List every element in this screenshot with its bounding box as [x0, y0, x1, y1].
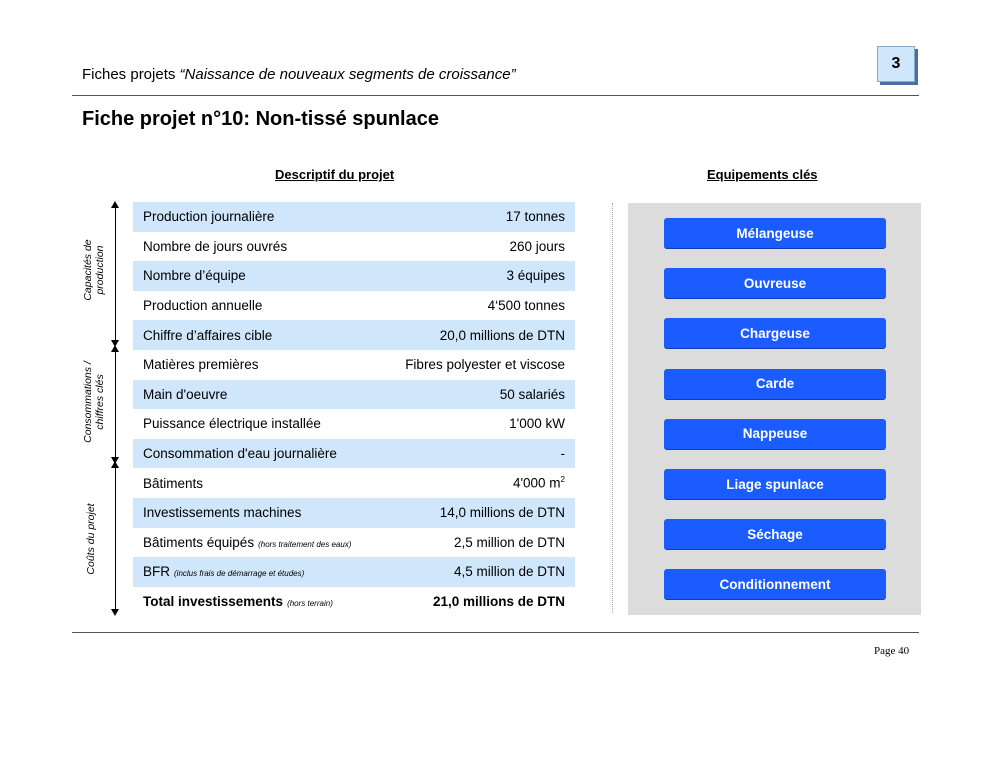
row-label-text: Bâtiments [143, 475, 204, 491]
row-label-text: BFR [143, 564, 170, 580]
row-label [143, 446, 337, 461]
row-value-text: 4‘500 tonnes [487, 298, 565, 314]
table-row [133, 409, 575, 439]
table-row [133, 468, 575, 498]
row-label [143, 357, 259, 372]
table-row [133, 261, 575, 291]
row-label-text: Production annuelle [143, 298, 263, 314]
equipement-item: Ouvreuse [664, 268, 886, 298]
row-label [143, 298, 262, 313]
row-label-text: Consommation d'eau journalière [143, 446, 337, 462]
equipement-item: Carde [664, 369, 886, 399]
table-row [133, 291, 575, 321]
row-note: (inclus frais de démarrage et études) [174, 569, 305, 579]
row-value [513, 475, 565, 491]
row-value-text: 14,0 millions de DTN [439, 505, 565, 521]
row-label-text: Matières premières [143, 357, 259, 373]
row-value [506, 268, 565, 283]
header-prefix: Fiches projets [82, 66, 180, 83]
descriptif-heading: Descriptif du projet [275, 167, 395, 182]
row-note: (hors terrain) [287, 599, 333, 609]
row-value [509, 416, 565, 431]
row-value [500, 387, 565, 402]
row-value [488, 298, 565, 313]
row-value-text: Fibres polyester et viscose [405, 357, 565, 373]
group-bracket-line [115, 207, 116, 341]
row-value [561, 446, 566, 461]
equipement-item: Séchage [664, 519, 886, 549]
row-value [509, 239, 565, 254]
table-row [133, 350, 575, 380]
row-value-text: 3 équipes [506, 268, 565, 284]
table-row [133, 202, 575, 232]
row-label-text: Investissements machines [143, 505, 302, 521]
row-label [143, 476, 203, 491]
row-value-text: 50 salariés [499, 386, 565, 402]
group-label-capacites: Capacités de production [82, 239, 106, 301]
table-row [133, 528, 575, 558]
table-row [133, 232, 575, 262]
row-label [143, 535, 351, 550]
row-label-text: Bâtiments équipés [143, 534, 255, 550]
row-value-text: 4,5 million de DTN [453, 564, 565, 580]
row-value-text: 4'000 m [512, 475, 561, 491]
group-bracket-line [115, 351, 116, 458]
section-badge: 3 [877, 46, 915, 82]
row-label [143, 594, 333, 609]
equipement-item: Nappeuse [664, 419, 886, 449]
row-value-text: 1'000 kW [509, 416, 565, 432]
group-label-couts: Coûts du projet [85, 503, 97, 575]
equipement-item: Mélangeuse [664, 218, 886, 248]
header-subtitle: “Naissance de nouveaux segments de croissance” [179, 66, 516, 83]
row-value [454, 564, 565, 579]
table-row [133, 587, 575, 617]
row-note: (hors traitement des eaux) [258, 539, 352, 549]
equipement-item: Chargeuse [664, 318, 886, 348]
row-label [143, 209, 274, 224]
row-label-text: Puissance électrique installée [143, 416, 321, 432]
group-bracket-line [115, 467, 116, 610]
row-value [506, 209, 565, 224]
row-value [405, 357, 565, 372]
row-value-text: 20,0 millions de DTN [439, 327, 565, 343]
table-row [133, 439, 575, 469]
row-label-text: Total investissements [143, 594, 284, 610]
row-value [454, 535, 565, 550]
row-value-text: 21,0 millions de DTN [432, 594, 565, 610]
table-row [133, 557, 575, 587]
row-label-text: Main d'oeuvre [143, 386, 228, 402]
row-value-text: 2,5 million de DTN [453, 534, 565, 550]
row-value [440, 505, 565, 520]
row-label-text: Production journalière [143, 209, 275, 225]
row-value-text: 260 jours [509, 238, 565, 254]
row-label [143, 239, 287, 254]
row-label [143, 564, 304, 579]
dotted-separator [612, 203, 613, 613]
row-label [143, 416, 321, 431]
header-divider [72, 95, 919, 96]
table-row [133, 320, 575, 350]
equipements-heading: Equipements clés [707, 167, 818, 182]
group-label-consommations: Consommations / chiffres clés [82, 361, 106, 443]
row-label-text: Nombre de jours ouvrés [143, 238, 288, 254]
row-label-text: Chiffre d’affaires cible [143, 327, 273, 343]
equipement-item: Liage spunlace [664, 469, 886, 499]
equipement-item: Conditionnement [664, 569, 886, 599]
table-row [133, 498, 575, 528]
arrow-down-icon [111, 609, 119, 616]
header-title [82, 66, 516, 83]
row-value [440, 328, 565, 343]
row-value-text: 17 tonnes [505, 209, 565, 225]
row-label-text: Nombre d’équipe [143, 268, 246, 284]
page-title: Fiche projet n°10: Non-tissé spunlace [82, 108, 439, 130]
row-value [433, 594, 565, 609]
footer-divider [72, 632, 919, 633]
row-label [143, 328, 272, 343]
row-label [143, 505, 301, 520]
page-number: Page 40 [874, 645, 910, 657]
table-row [133, 380, 575, 410]
row-label [143, 268, 246, 283]
row-value-superscript: 2 [560, 475, 565, 485]
row-label [143, 387, 227, 402]
row-value-text: - [560, 446, 565, 462]
equipements-panel [628, 203, 921, 615]
